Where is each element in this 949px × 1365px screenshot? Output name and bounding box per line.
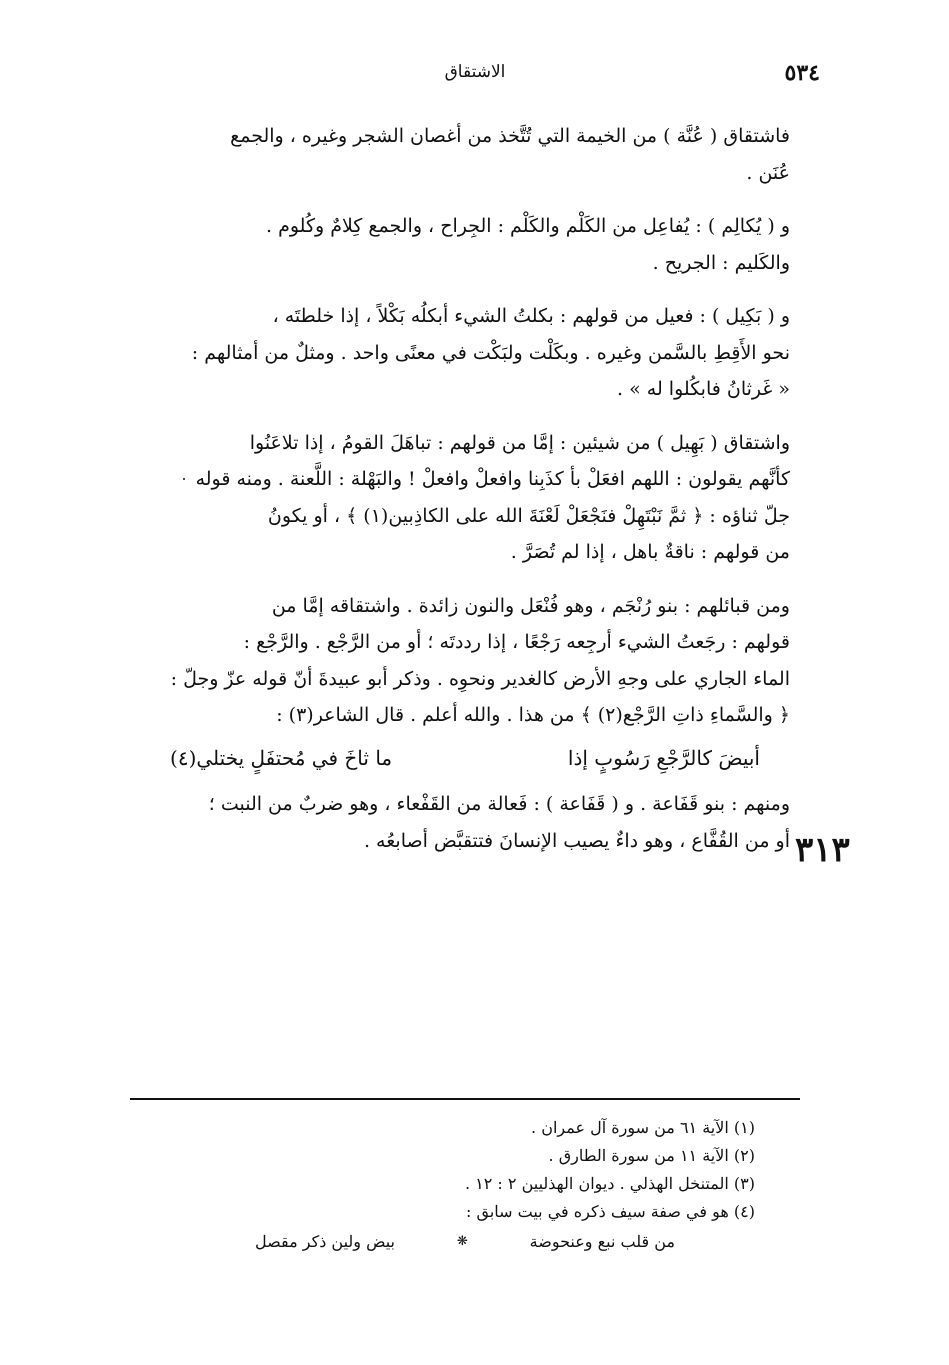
text-line: « غَرثانُ فابكُلوا له » . [617, 378, 790, 400]
text-line: واشتقاق ( بَهِيل ) من شيئين : إمَّا من قولهم : تباهَلَ القومُ ، إذا تلاعَنُوا [249, 431, 790, 454]
text-line: جلّ ثناؤه : ﴿ ثمَّ نَبْتَهِلْ فنَجْعَلْ لَعْنَةَ الله على الكاذِبين(١) ﴾ ، أو يكونُ [267, 504, 790, 527]
paragraph-unna [130, 118, 790, 191]
text-line: ومن قبائلهم : بنو رُنْجَم ، وهو فُنْعَل والنون زائدة . واشتقاقه إمَّا من [271, 594, 790, 617]
footnote-3: (٣) المتنخل الهذلي . ديوان الهذليين ٢ : ١٢ . [464, 1174, 755, 1193]
page-header [130, 60, 820, 90]
footnote-verse-second: بيض ولين ذكر مقصل [255, 1232, 395, 1251]
text-line: ﴿ والسَّماءِ ذاتِ الرَّجْع(٢) ﴾ من هذا . والله أعلم . قال الشاعر(٣) : [276, 704, 790, 726]
paragraph-yukalim [130, 208, 790, 281]
paragraph-bakil [130, 298, 790, 408]
paragraph-bahil [130, 425, 790, 571]
text-line: الماء الجاري على وجهِ الأرض كالغدير ونحوِه . وذكر أبو عبيدةَ أنّ قوله عزّ وجلّ : [170, 667, 790, 690]
footnote-verse-first: من قلب نبع وعنحوضة [529, 1232, 675, 1251]
text-line: والكَليم : الجريح . [652, 251, 790, 274]
poetry-verse [130, 740, 790, 777]
footnote-verse [255, 1228, 675, 1256]
text-line: عُنَن . [746, 161, 790, 184]
text-line: ومنهم : بنو قَفَاعة . و ( قَفَاعة ) : فَعالة من القَفْعاء ، وهو ضربٌ من النبت ؛ [208, 793, 790, 815]
verse-hemistich-first: أبيضَ كالرَّجْعِ رَسُوبٍ إذا [567, 745, 760, 770]
print-speck [183, 478, 185, 480]
text-line: فاشتقاق ( عُنَّة ) من الخيمة التي تُتَّخذ من أغصان الشجر وغيره ، والجمع [230, 125, 790, 147]
footnote-divider [130, 1098, 800, 1100]
footnote-4: (٤) هو في صفة سيف ذكره في بيت سابق : [466, 1202, 755, 1221]
text-line: من قولهم : ناقةٌ باهل ، إذا لم تُصَرَّ . [510, 541, 790, 563]
text-line: و ( يُكالِم ) : يُفاعِل من الكَلْم والكَلْم : الجِراح ، والجمع كِلامٌ وكُلوم . [266, 215, 790, 237]
text-line: كأنَّهم يقولون : اللهم افعَلْ بأ كذَبِنا وافعلْ وافعلْ ! والبَهْلة : اللَّعنة . ومنه قوله [195, 468, 790, 490]
paragraph-runjam [130, 588, 790, 734]
verse-hemistich-second: ما ثاخَ في مُحتفَلٍ يختلي(٤) [170, 745, 393, 770]
text-line: نحو الأَقِطِ بالسَّمن وغيره . وبكَلْت ولبَكْت في معنًى واحد . ومثلٌ من أمثالهم : [191, 341, 790, 364]
main-text [130, 118, 790, 876]
margin-page-reference: ٣١٣ [795, 830, 850, 870]
text-line: و ( بَكِيل ) : فعيل من قولهم : بكلتُ الشيء أبكلُه بَكْلاً ، إذا خلطتَه ، [272, 305, 790, 327]
paragraph-qafaa [130, 786, 790, 859]
asterism-icon: ❋ [456, 1234, 468, 1249]
footnote-2: (٢) الآية ١١ من سورة الطارق . [548, 1146, 755, 1165]
text-line: أو من القُفَّاع ، وهو داءٌ يصيب الإنسانَ فتتقبَّض أصابعُه . [363, 829, 790, 852]
page-number: ٥٣٤ [784, 60, 820, 86]
footnotes [250, 1114, 755, 1256]
footnote-1: (١) الآية ٦١ من سورة آل عمران . [531, 1118, 755, 1137]
text-line: قولهم : رجَعتُ الشيء أرجِعه رَجْعًا ، إذا رددتَه ؛ أو من الرَّجْع . والرَّجْع : [243, 631, 790, 653]
running-title: الاشتقاق [444, 62, 506, 82]
